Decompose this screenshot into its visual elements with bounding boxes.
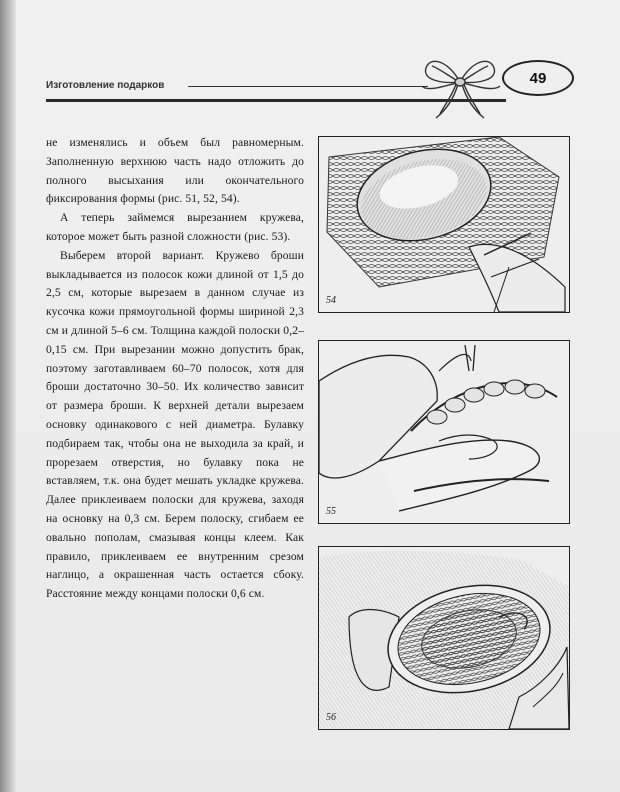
finished-brooch-illustration [319,547,569,729]
brooch-drying-illustration [319,137,569,312]
figure-55 [318,340,570,524]
figure-54 [318,136,570,313]
figure-55-label: 55 [326,506,336,517]
section-title: Изготовление подарков [46,80,165,91]
book-spine-shadow [0,0,16,792]
paragraph-1: не изменялись и объем был равномерным. Заполненную верхнюю часть надо отложить до полного высыхания или окончательного фиксирования формы (рис. 51, 52, 54). [46,136,304,206]
figure-56 [318,546,570,730]
paragraph-3: Выберем второй вариант. Кружево броши выкладывается из полосок кожи длиной от 1,5 до 2,5 см, которые вырезаем в данном случае из кусочка кожи прямоугольной формы шириной 2,3 см и длиной 5–6 см. Толщина каждой полоски 0,2–0,15 см. При вырезании можно допустить брак, поэтому заготавливаем 60–70 полосок, хотя для броши достаточно 30–50. Их количество зависит от размера броши. К верхней детали вырезаем основку одинакового с ней диаметра. Булавку подбираем так, чтобы она не выходила за край, и прорезаем отверстия, но булавку пока не вставляем, т.к. она будет мешать укладке кружева. Далее приклеиваем полоски для кружева, заходя на основку на 0,3 см. Берем полоску, сгибаем ее овально пополам, смазывая концы клеем. Как правило, приклеиваем ее внутренним срезом наглицо, а окрашенная часть остается сбоку. Расстояние между концами полоски 0,6 см. [46,248,304,601]
header-rule-thin [188,86,428,87]
figure-56-label: 56 [326,712,336,723]
ribbon-bow-icon [412,46,508,122]
lace-gluing-illustration [319,341,569,523]
page-number: 49 [502,60,574,96]
body-text-column [46,134,304,604]
figure-54-label: 54 [326,295,336,306]
paragraph-2: А теперь займемся вырезанием кружева, которое может быть разной сложности (рис. 53). [46,211,304,243]
